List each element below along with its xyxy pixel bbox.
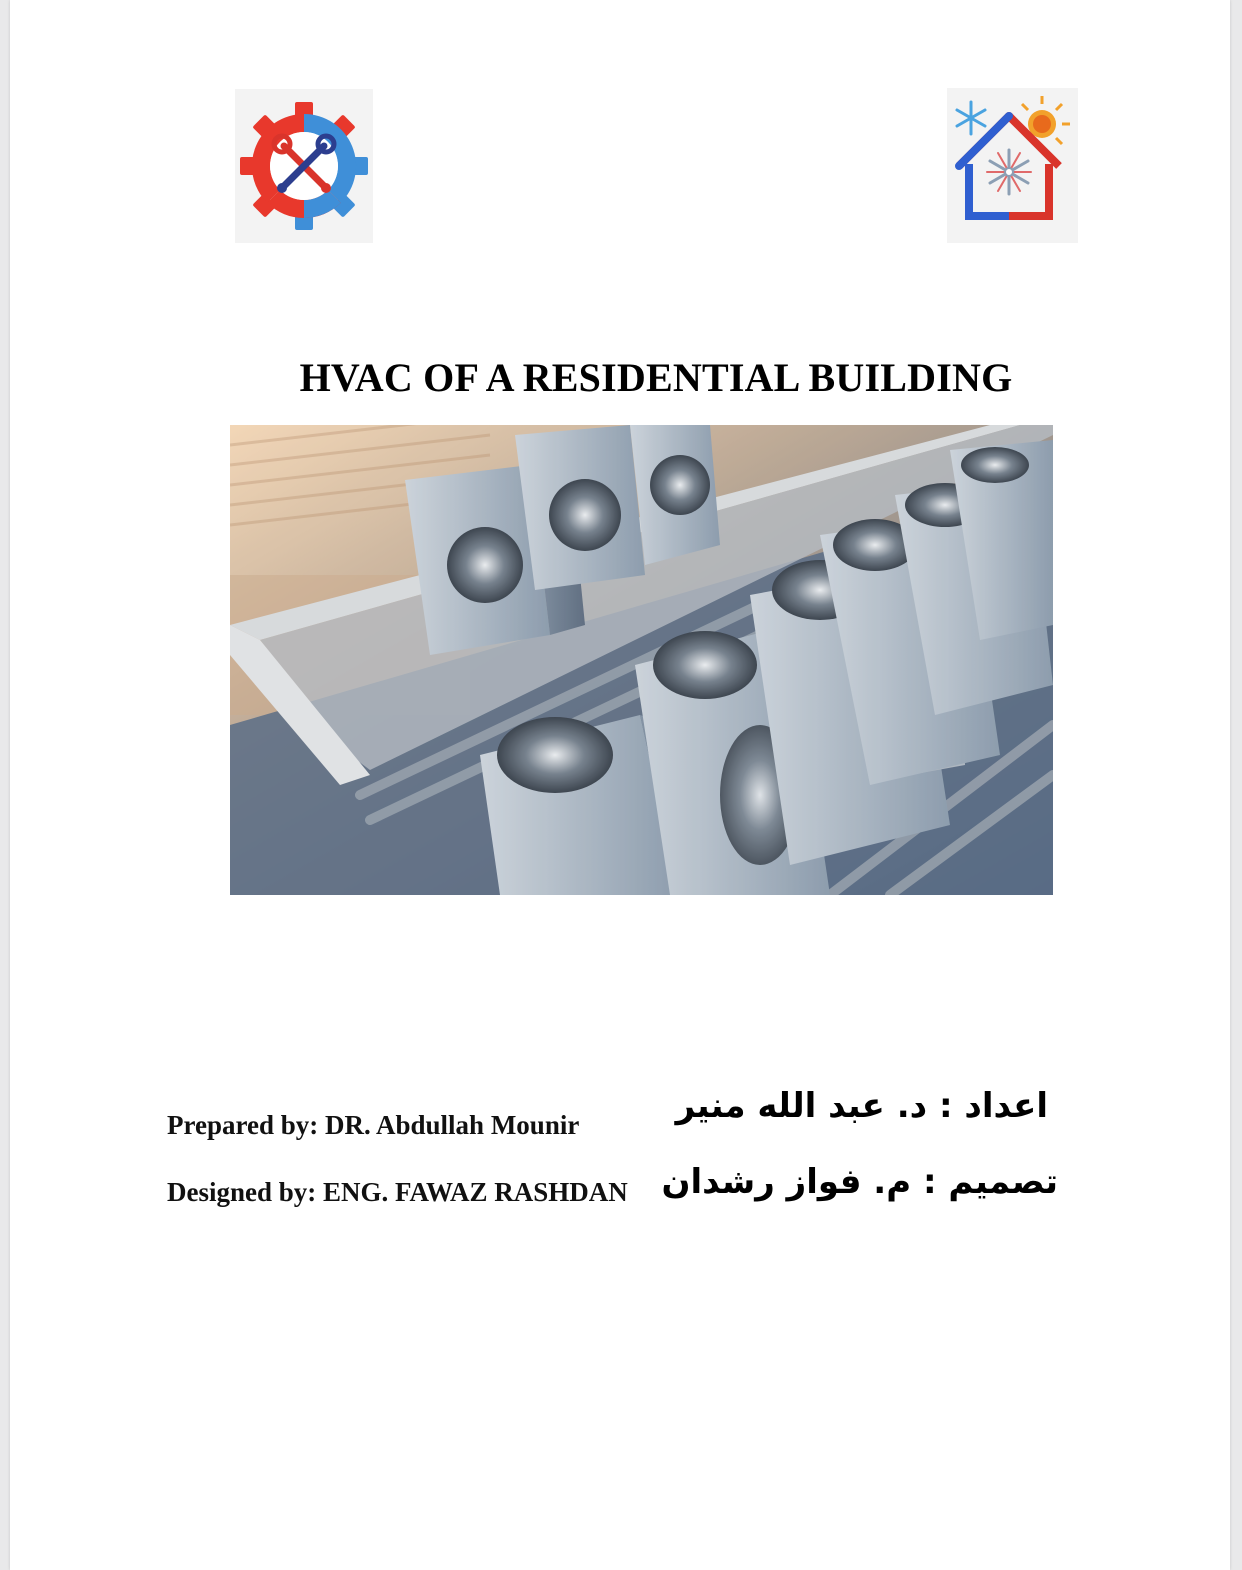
house-hvac-icon [947, 88, 1078, 243]
designed-by-arabic: تصميم : م. فواز رشدان [661, 1162, 1058, 1202]
gear-wrench-icon [235, 89, 373, 243]
gear-wrench-logo [235, 89, 373, 243]
document-title: HVAC OF A RESIDENTIAL BUILDING [299, 355, 1013, 400]
document-page [10, 0, 1230, 1570]
house-snowflake-sun-logo [947, 88, 1078, 243]
rooftop-ac-units-image [230, 425, 1053, 895]
prepared-by-english: Prepared by: DR. Abdullah Mounir [167, 1110, 580, 1140]
prepared-by-arabic: اعداد : د. عبد الله منير [675, 1086, 1048, 1126]
designed-by-english: Designed by: ENG. FAWAZ RASHDAN [167, 1177, 628, 1207]
